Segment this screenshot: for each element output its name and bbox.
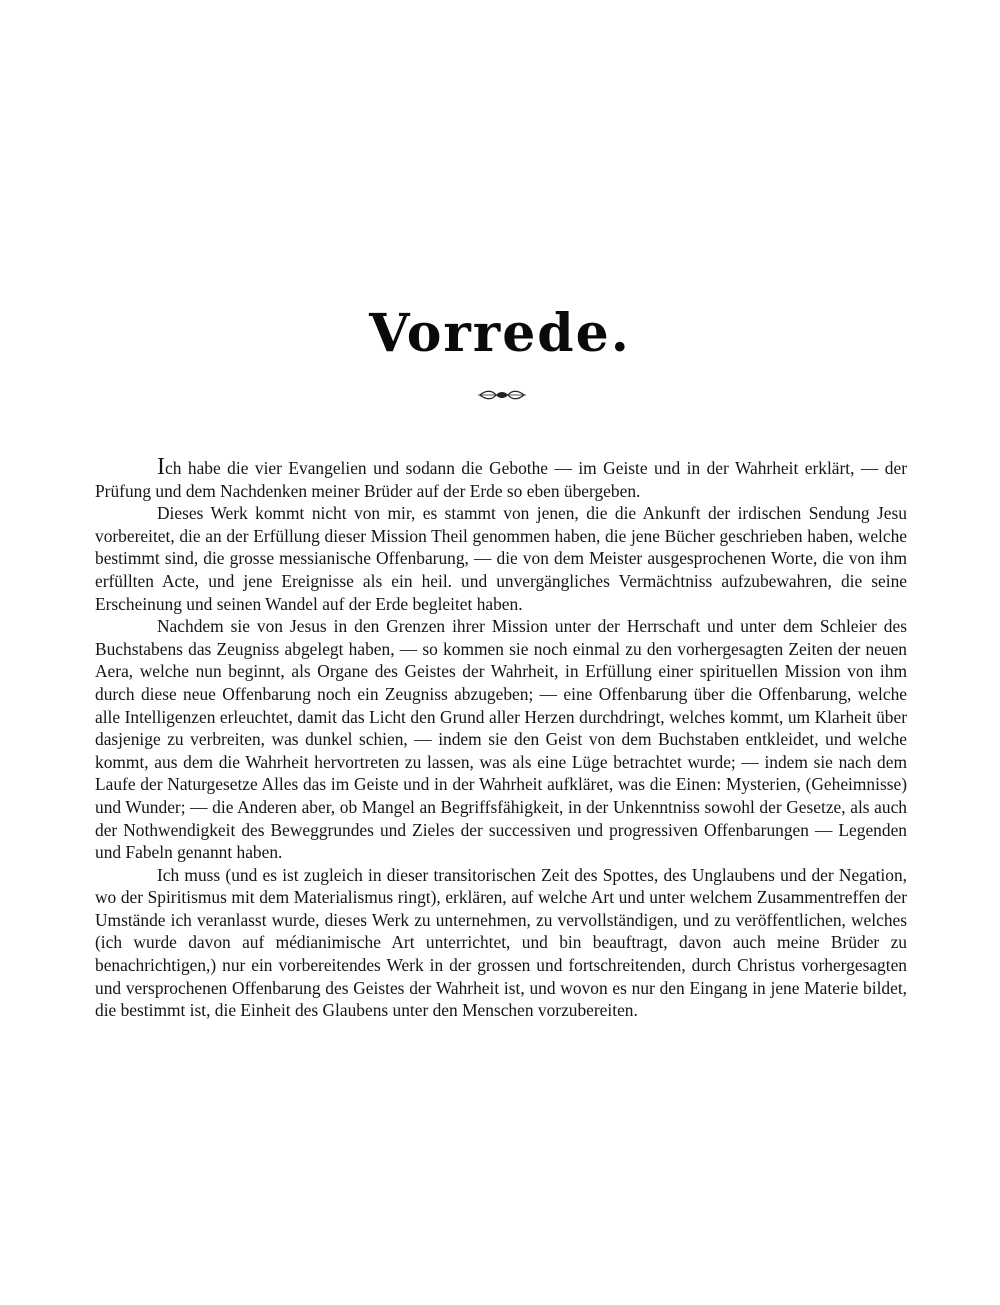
initial-letter: I xyxy=(157,454,165,480)
page-title: Vorrede. xyxy=(369,303,631,364)
paragraph-3: Nachdem sie von Jesus in den Grenzen ihrer Mission unter der Herrschaft und unter dem Schleier des Buchstabens das Zeugniss abgelegt haben, — so kommen sie noch einmal zu den vorhergesagten Zeiten der neuen Aera, welche nun beginnt, als Organe des Geistes der Wahrheit, in Erfüllung einer spirituellen Mission von ihm durch diese neue Offenbarung noch ein Zeugniss abzugeben; — eine Offenbarung über die Offenbarung, welche alle Intelligenzen erleuchtet, damit das Licht den Grund aller Herzen durchdringt, welches kommt, um Klarheit über dasjenige zu verbreiten, was dunkel schien, — indem sie den Geist von dem Buchstaben entkleidet, und welche kommt, aus dem die Wahrheit hervortreten zu lassen, was als eine Lüge betrachtet wurde; — indem sie nach dem Laufe der Naturgesetze Alles das im Geiste und in der Wahrheit aufkläret, was die Einen: Mysterien, (Geheimnisse) und Wunder; — die Anderen aber, ob Mangel an Begriffsfähigkeit, in der Unkenntniss sowohl der Gesetze, als auch der Nothwendigkeit des Beweggrundes und Zieles der successiven und progressiven Offenbarungen — Legenden und Fabeln genannt haben. xyxy=(95,616,907,863)
paragraph-1-text: ch habe die vier Evangelien und sodann die Gebothe — im Geiste und in der Wahrheit erklärt, — der Prüfung und dem Nachdenken meiner Brüder auf der Erde so eben übergeben. xyxy=(95,458,907,501)
paragraph-2: Dieses Werk kommt nicht von mir, es stammt von jenen, die die Ankunft der irdischen Sendung Jesu vorbereitet, die an der Erfüllung dieser Mission Theil genommen haben, die jene Bücher geschrieben haben, welche bestimmt sind, die grosse messianische Offenbarung, — die von dem Meister ausgesprochenen Worte, die von ihm erfüllten Acte, und jene Ereignisse als ein heil. und unvergängliches Vermächtniss aufzubewahren, die seine Erscheinung und seinen Wandel auf der Erde begleitet haben. xyxy=(95,503,907,614)
paragraph-4: Ich muss (und es ist zugleich in dieser transitorischen Zeit des Spottes, des Unglaubens und der Negation, wo der Spiritismus mit dem Materialismus ringt), erklären, auf welche Art und unter welchem Zusammentreffen der Umstände ich veranlasst wurde, dieses Werk zu unternehmen, zu vervollständigen, und zu veröffentlichen, welches (ich wurde davon auf médianimische Art unterrichtet, und bin beauftragt, davon auch meine Brüder zu benachrichtigen,) nur ein vorbereitendes Werk in der grossen und fortschreitenden, durch Christus vorhergesagten und versprochenen Offenbarung des Geistes der Wahrheit ist, und wovon es nur den Eingang in jene Materie bildet, die bestimmt ist, die Einheit des Glaubens unter den Menschen vorzubereiten. xyxy=(95,864,907,1021)
body-text xyxy=(95,455,907,1022)
ornament-divider xyxy=(478,388,526,402)
paragraph-1 xyxy=(95,455,907,502)
